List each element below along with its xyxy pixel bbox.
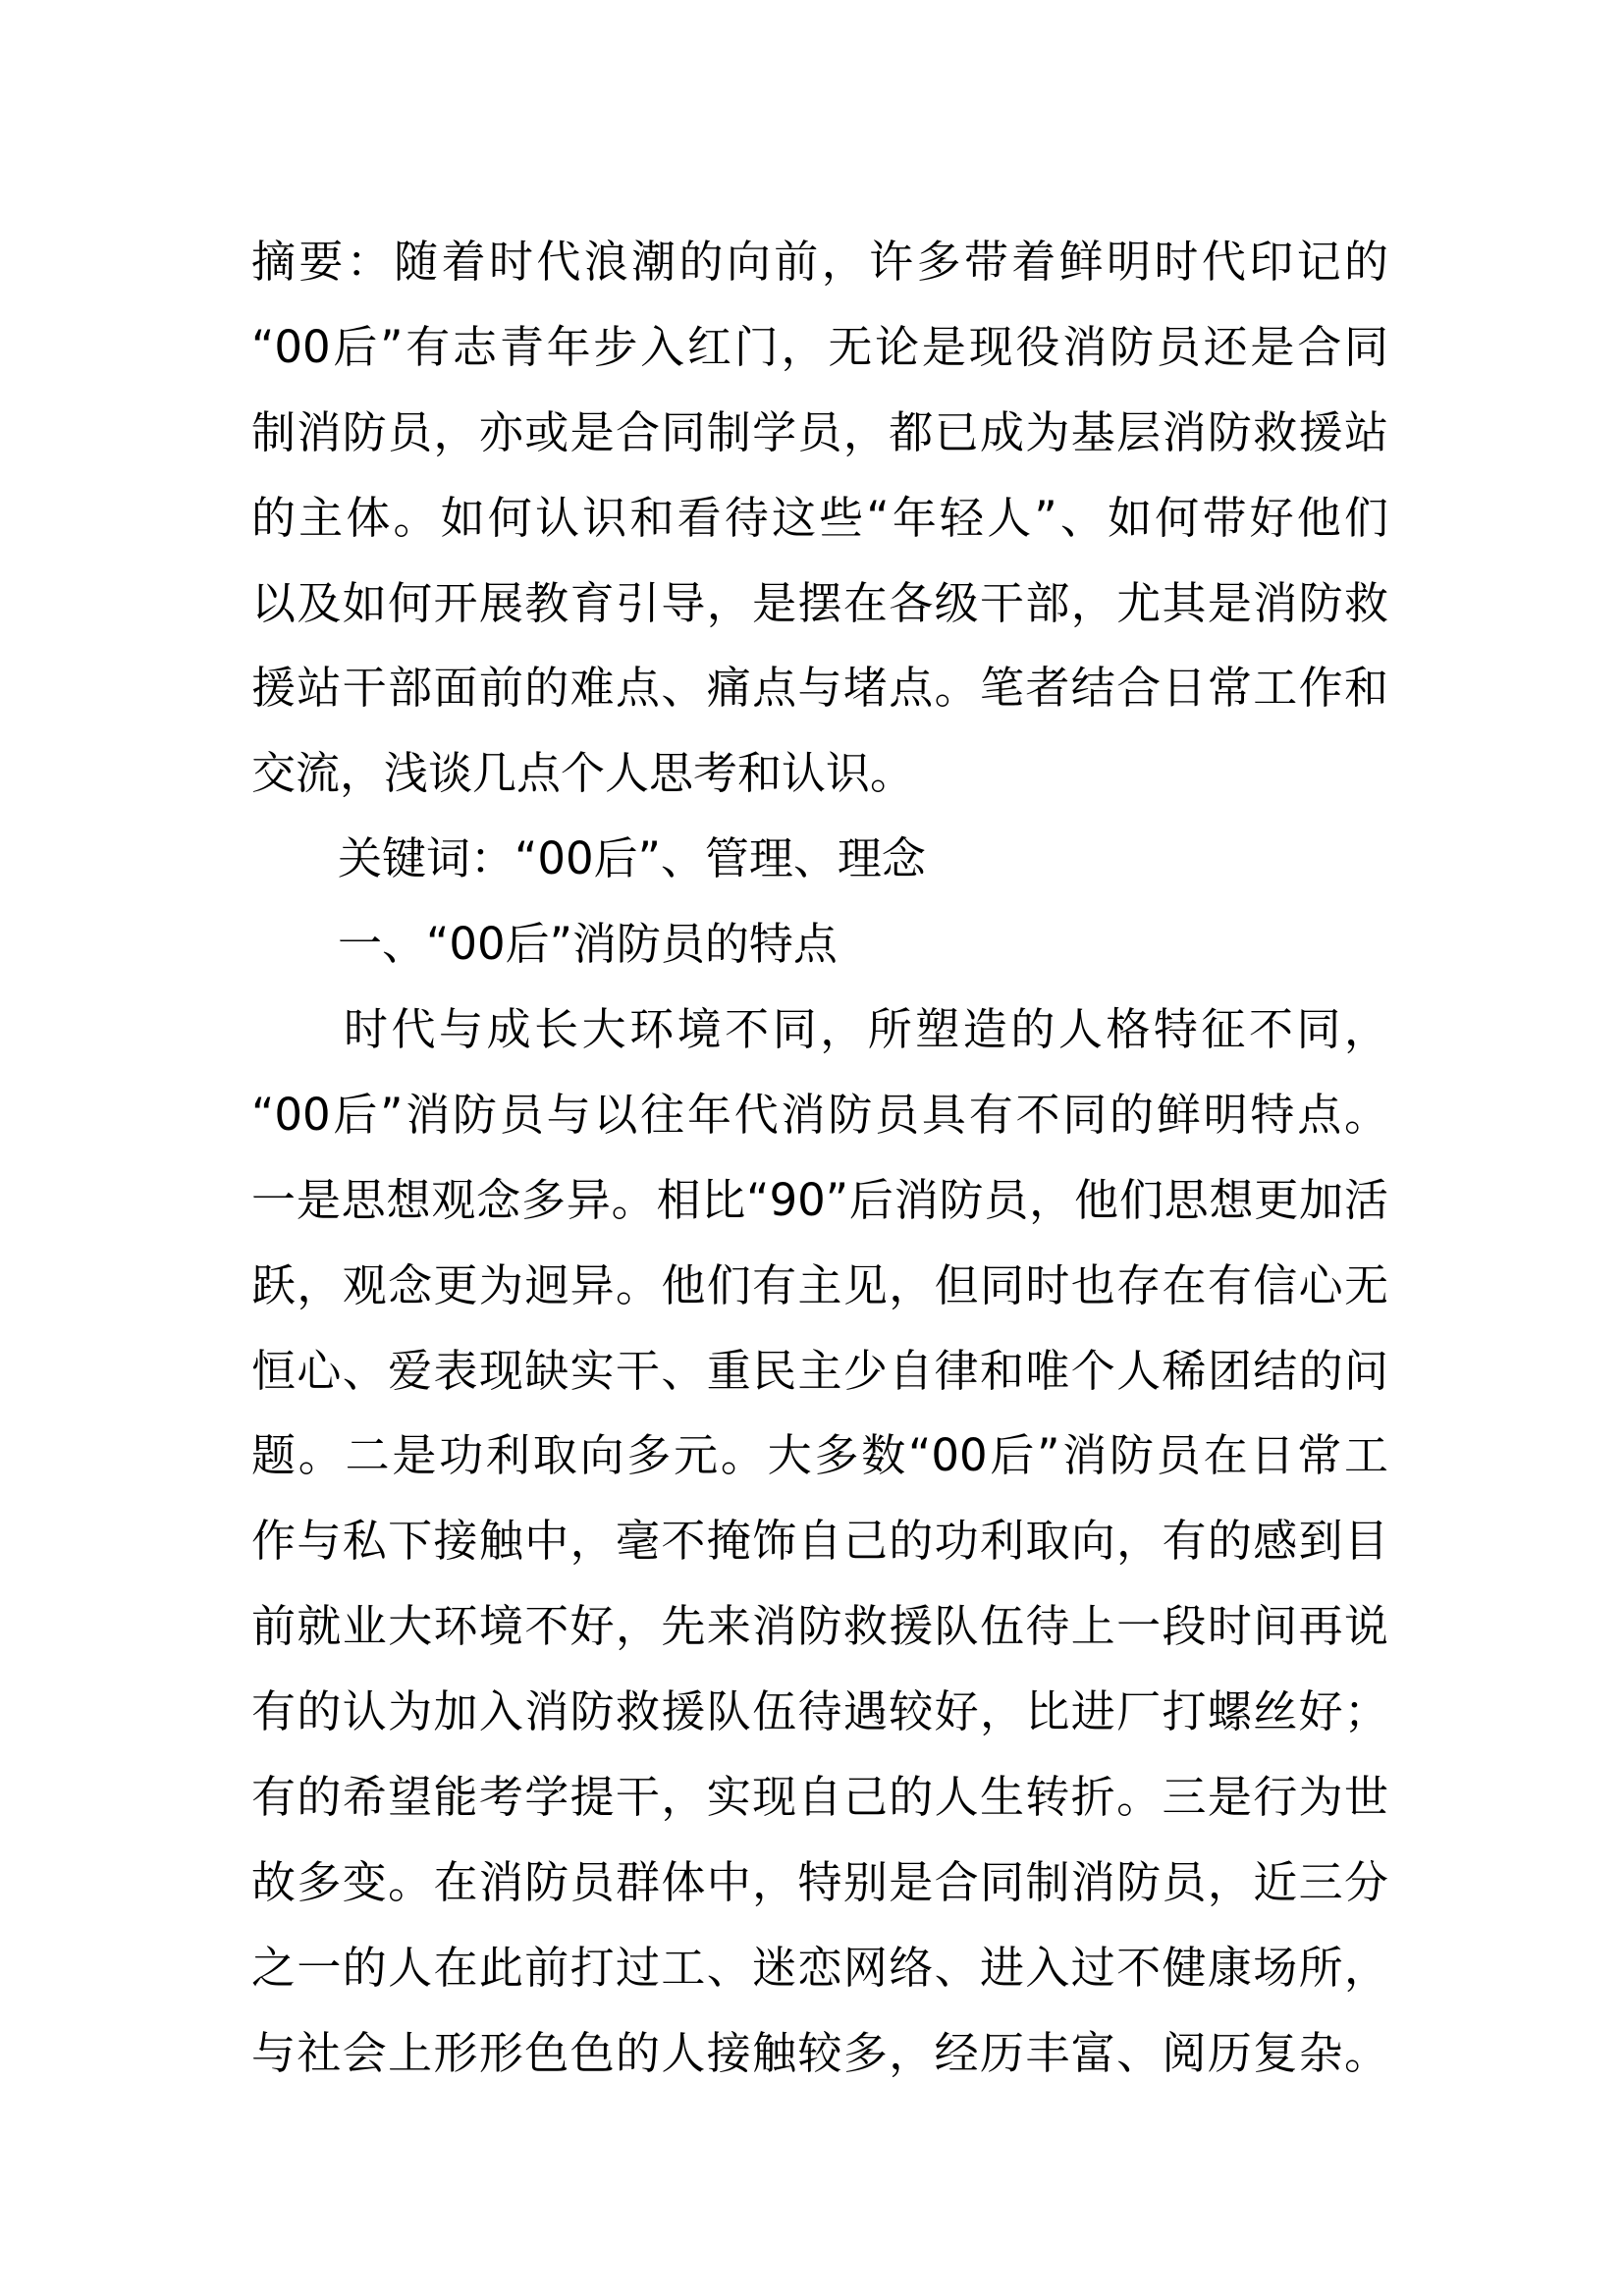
body-line: 恒心、爱表现缺实干、重民主少自律和唯个人稀团结的问 — [251, 1344, 1388, 1397]
body-line: 作与私下接触中，毫不掩饰自己的功利取向，有的感到目 — [251, 1515, 1388, 1568]
section-heading: 一、“00后”消防员的特点 — [338, 918, 838, 971]
abstract-line: 交流，浅谈几点个人思考和认识。 — [251, 747, 915, 800]
body-line: 时代与成长大环境不同，所塑造的人格特征不同， — [344, 1003, 1388, 1056]
abstract-paragraph — [251, 220, 1388, 817]
body-line: “00后”消防员与以往年代消防员具有不同的鲜明特点。 — [251, 1088, 1388, 1141]
body-line: 一是思想观念多异。相比“90”后消防员，他们思想更加活 — [251, 1173, 1388, 1226]
body-line: 前就业大环境不好，先来消防救援队伍待上一段时间再说 — [251, 1600, 1388, 1653]
body-line: 跃，观念更为迥异。他们有主见，但同时也存在有信心无 — [251, 1258, 1388, 1311]
document-page — [251, 220, 1388, 2097]
body-line: 有的希望能考学提干，实现自己的人生转折。三是行为世 — [251, 1771, 1388, 1824]
keywords: 关键词：“00后”、管理、理念 — [338, 832, 926, 885]
body-line: 题。二是功利取向多元。大多数“00后”消防员在日常工 — [251, 1429, 1388, 1482]
abstract-line: “00后”有志青年步入红门，无论是现役消防员还是合同 — [251, 320, 1388, 373]
body-line: 之一的人在此前打过工、迷恋网络、进入过不健康场所， — [251, 1941, 1388, 1994]
abstract-line: 摘要：随着时代浪潮的向前，许多带着鲜明时代印记的 — [251, 236, 1388, 288]
body-paragraph — [251, 988, 1388, 2097]
abstract-line: 以及如何开展教育引导，是摆在各级干部，尤其是消防救 — [251, 576, 1388, 629]
body-line: 故多变。在消防员群体中，特别是合同制消防员，近三分 — [251, 1855, 1388, 1908]
abstract-line: 的主体。如何认识和看待这些“年轻人”、如何带好他们 — [251, 491, 1388, 544]
abstract-line: 制消防员，亦或是合同制学员，都已成为基层消防救援站 — [251, 405, 1388, 458]
abstract-line: 援站干部面前的难点、痛点与堵点。笔者结合日常工作和 — [251, 662, 1388, 715]
body-line: 与社会上形形色色的人接触较多，经历丰富、阅历复杂。 — [251, 2026, 1388, 2079]
body-line: 有的认为加入消防救援队伍待遇较好，比进厂打螺丝好； — [251, 1685, 1388, 1738]
